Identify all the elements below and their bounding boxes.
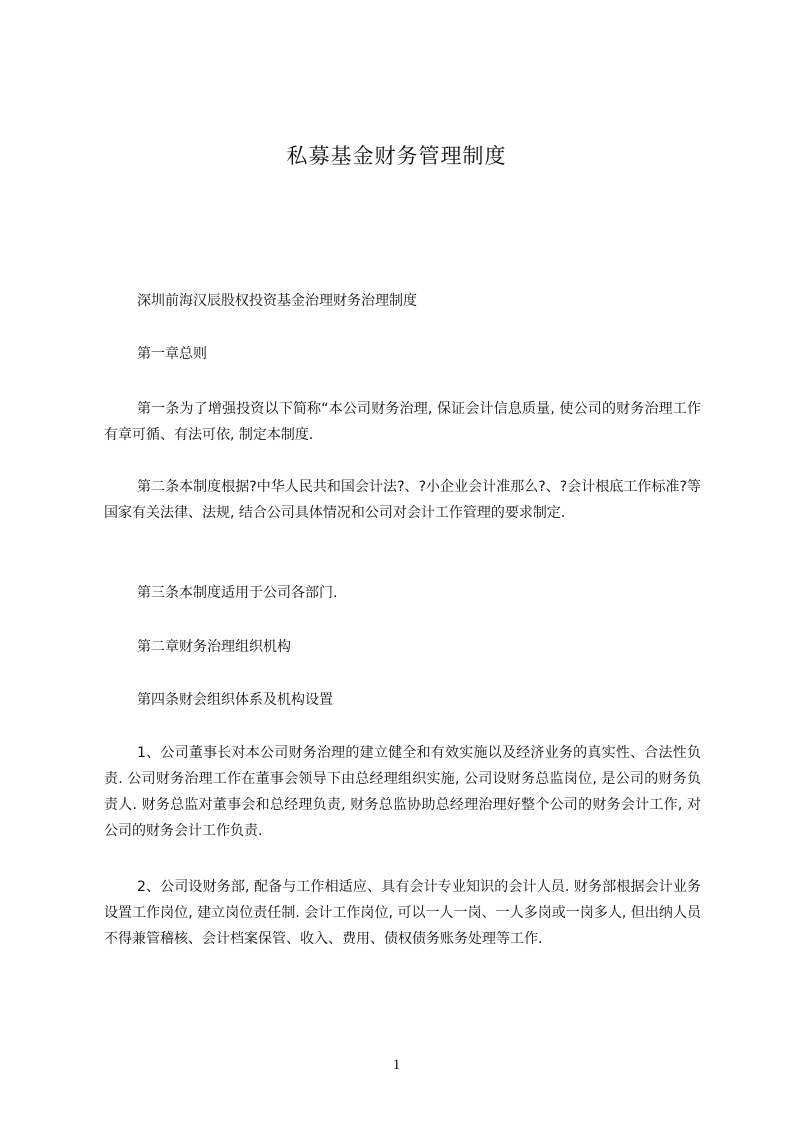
article-4-item-1: 1、公司董事长对本公司财务治理的建立健全和有效实施以及经济业务的真实性、合法性负责. 公司财务治理工作在董事会领导下由总经理组织实施, 公司设财务总监岗位, 是公司的财务负责人. 财务总监对董事会和总经理负责, 财务总监协助总经理治理好整个公司的财务会计工作, 对公司的财务会计工作负责.: [104, 745, 701, 839]
chapter-heading-organization: 第二章财务治理组织机构: [137, 639, 291, 655]
article-4-item-2: 2、公司设财务部, 配备与工作相适应、具有会计专业知识的会计人员. 财务部根据会计业务设置工作岗位, 建立岗位责任制. 会计工作岗位, 可以一人一岗、一人多岗或一岗多人, 但出纳人员不得兼管稽核、会计档案保管、收入、费用、债权债务账务处理等工作.: [104, 879, 701, 947]
article-2: 第二条本制度根据?中华人民共和国会计法?、?小企业会计准那么?、?会计根底工作标准?等国家有关法律、法规, 结合公司具体情况和公司对会计工作管理的要求制定.: [104, 479, 701, 521]
paragraph-fund-name: 深圳前海汉辰股权投资基金治理财务治理制度: [137, 293, 417, 309]
page-number: 1: [392, 1057, 401, 1073]
document-title: 私募基金财务管理制度: [286, 144, 507, 168]
article-3: 第三条本制度适用于公司各部门.: [137, 585, 338, 601]
chapter-heading-general: 第一章总则: [137, 346, 207, 362]
article-4-heading: 第四条财会组织体系及机构设置: [137, 692, 333, 708]
article-1: 第一条为了增强投资以下简称“本公司财务治理, 保证会计信息质量, 使公司的财务治理工作有章可循、有法可依, 制定本制度.: [104, 401, 701, 443]
